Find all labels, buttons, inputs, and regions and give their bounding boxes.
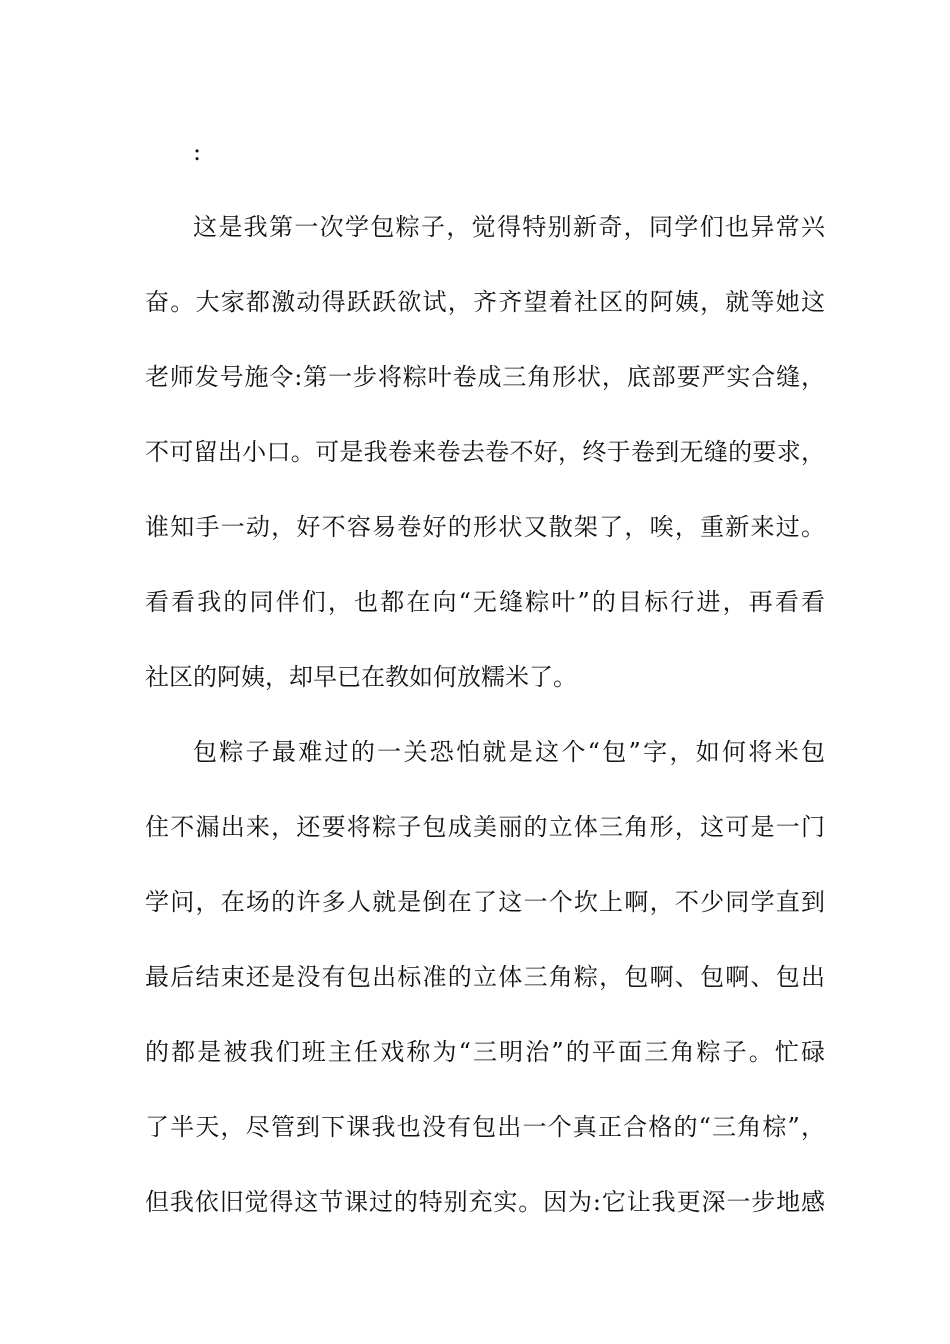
paragraph-1-line-5: 谁知手一动，好不容易卷好的形状又散架了，唉，重新来过。 xyxy=(145,513,825,541)
paragraph-2-line-4: 最后结束还是没有包出标准的立体三角粽，包啊、包啊、包出 xyxy=(145,963,825,991)
paragraph-1-line-7: 社区的阿姨，却早已在教如何放糯米了。 xyxy=(145,663,577,691)
paragraph-2-line-5: 的都是被我们班主任戏称为“三明治”的平面三角粽子。忙碌 xyxy=(145,1038,825,1066)
paragraph-1-line-2: 奋。大家都激动得跃跃欲试，齐齐望着社区的阿姨，就等她这 xyxy=(145,288,825,316)
colon-line: : xyxy=(193,138,202,166)
paragraph-2-line-7: 但我依旧觉得这节课过的特别充实。因为:它让我更深一步地感 xyxy=(145,1188,825,1216)
paragraph-1-line-6: 看看我的同伴们，也都在向“无缝粽叶”的目标行进，再看看 xyxy=(145,588,825,616)
paragraph-1-line-3: 老师发号施令:第一步将粽叶卷成三角形状，底部要严实合缝， xyxy=(145,363,825,391)
paragraph-2-line-3: 学问，在场的许多人就是倒在了这一个坎上啊，不少同学直到 xyxy=(145,888,825,916)
paragraph-1-line-4: 不可留出小口。可是我卷来卷去卷不好，终于卷到无缝的要求， xyxy=(145,438,825,466)
paragraph-2-line-6: 了半天，尽管到下课我也没有包出一个真正合格的“三角棕”， xyxy=(145,1113,825,1141)
paragraph-2-line-2: 住不漏出来，还要将粽子包成美丽的立体三角形，这可是一门 xyxy=(145,813,825,841)
document-body xyxy=(145,122,825,1247)
paragraph-2-line-1: 包粽子最难过的一关恐怕就是这个“包”字，如何将米包 xyxy=(193,738,825,766)
paragraph-1-line-1: 这是我第一次学包粽子，觉得特别新奇，同学们也异常兴 xyxy=(193,213,825,241)
